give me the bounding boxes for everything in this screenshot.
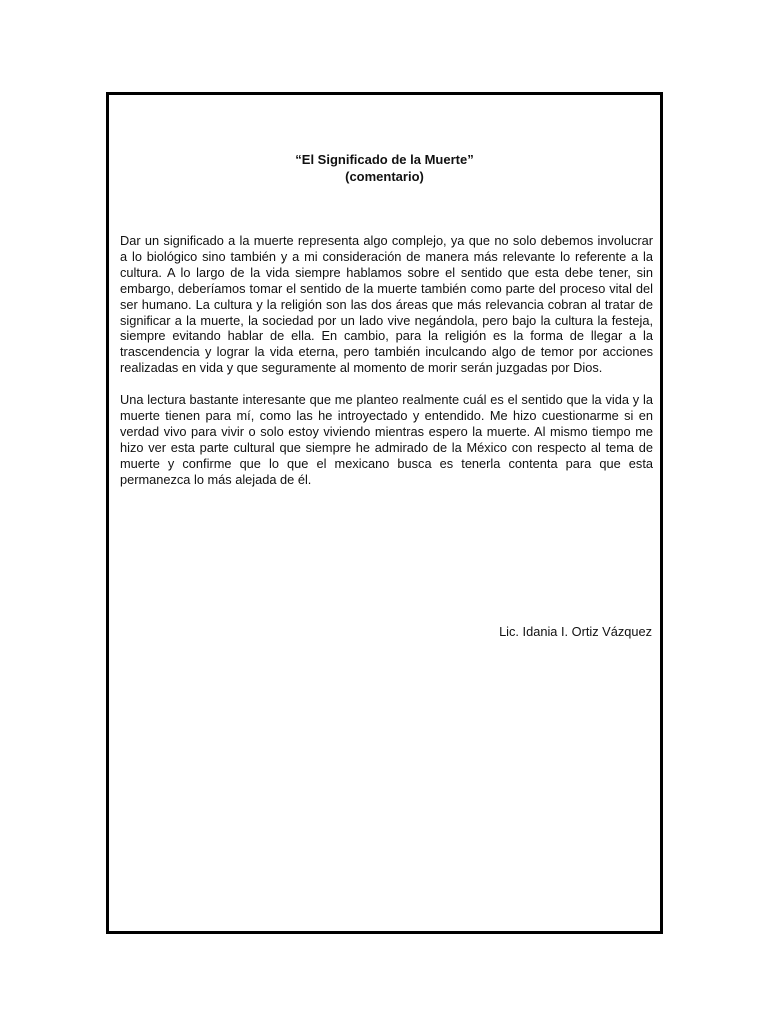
document-title: “El Significado de la Muerte” (295, 152, 474, 167)
document-subtitle: (comentario) (345, 169, 424, 184)
title-block (109, 151, 660, 185)
paragraph-1: Dar un significado a la muerte representa algo complejo, ya que no solo debemos involucrar a lo biológico sino también y a mi consideración de manera más relevante lo referente a la cultura. A lo largo de la vida siempre hablamos sobre el sentido que esta debe tener, sin embargo, deberíamos tomar el sentido de la muerte también como parte del proceso vital del ser humano. La cultura y la religión son las dos áreas que más relevancia cobran al tratar de significar a la muerte, la sociedad por un lado vive negándola, pero bajo la cultura la festeja, siempre evitando hablar de ella. En cambio, para la religión es la forma de llegar a la trascendencia y lograr la vida eterna, pero también inculcando algo de temor por acciones realizadas en vida y que seguramente al momento de morir serán juzgadas por Dios. (120, 233, 653, 376)
document-body (120, 233, 653, 504)
signature: Lic. Idania I. Ortiz Vázquez (499, 624, 652, 639)
document-page-frame (106, 92, 663, 934)
paragraph-2: Una lectura bastante interesante que me planteo realmente cuál es el sentido que la vida y la muerte tienen para mí, como las he introyectado y entendido. Me hizo cuestionarme si en verdad vivo para vivir o solo estoy viviendo mientras espero la muerte. Al mismo tiempo me hizo ver esta parte cultural que siempre he admirado de la México con respecto al tema de muerte y confirme que lo que el mexicano busca es tenerla contenta para que esta permanezca lo más alejada de él. (120, 392, 653, 487)
